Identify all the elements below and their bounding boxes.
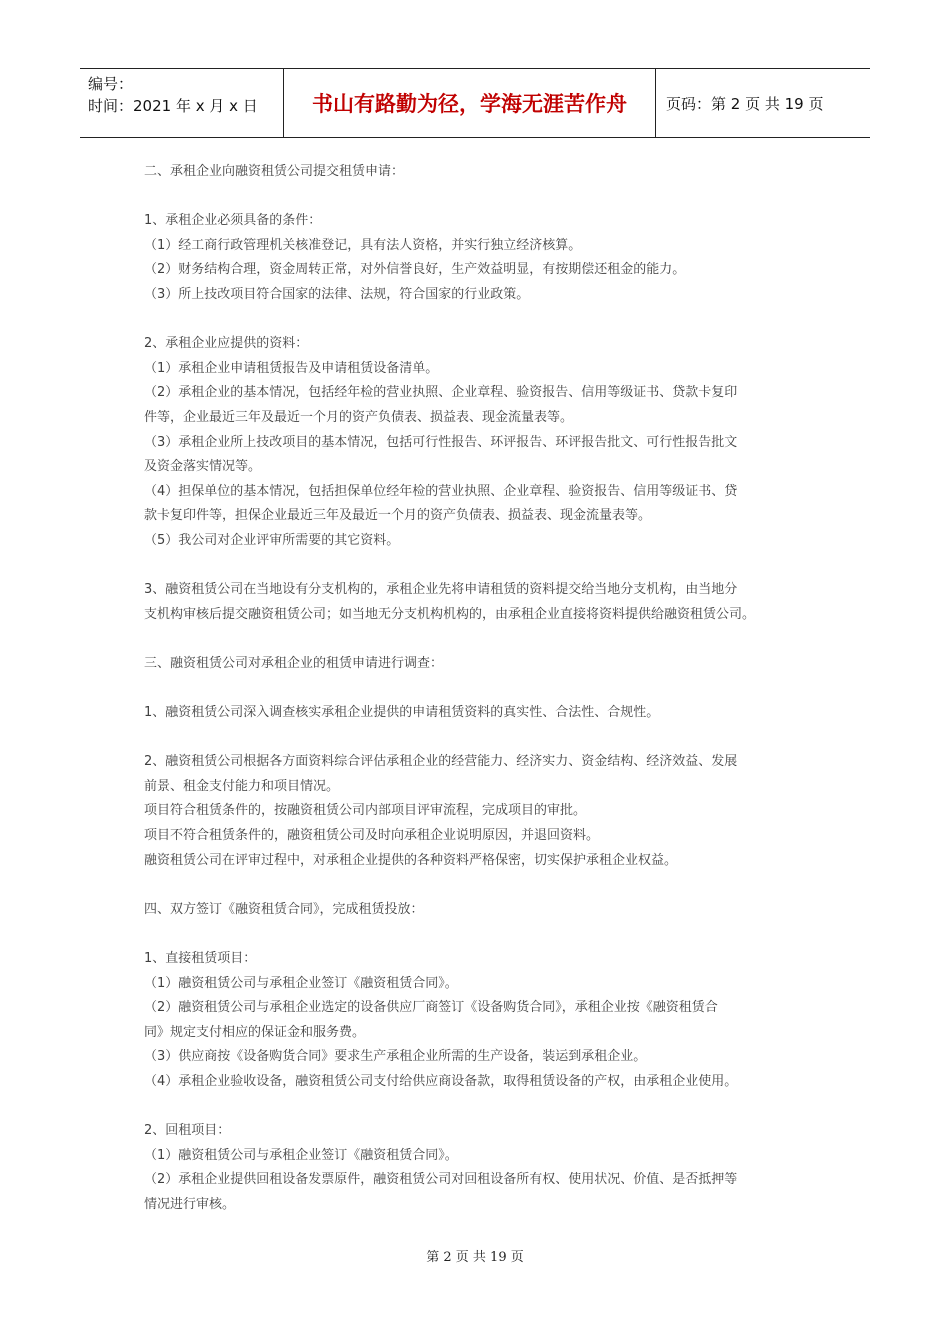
paragraph-line: 情况进行审核。 (144, 1196, 236, 1212)
paragraph-line: 件等，企业最近三年及最近一个月的资产负债表、损益表、现金流量表等。 (144, 409, 574, 425)
paragraph-line: 项目符合租赁条件的，按融资租赁公司内部项目评审流程，完成项目的审批。 (144, 803, 587, 819)
paragraph-line: 同》规定支付相应的保证金和服务费。 (144, 1024, 366, 1040)
header-motto: 书山有路勤为径，学海无涯苦作舟 (283, 69, 656, 137)
paragraph-line: （5）我公司对企业评审所需要的其它资料。 (144, 532, 400, 548)
date-label: 时间：2021 年 x 月 x 日 (88, 97, 258, 115)
paragraph-line: 款卡复印件等，担保企业最近三年及最近一个月的资产负债表、损益表、现金流量表等。 (144, 508, 652, 524)
subsection-heading: 2、回租项目： (144, 1123, 231, 1139)
subsection-heading: 1、承租企业必须具备的条件： (144, 213, 322, 229)
subsection-heading: 2、承租企业应提供的资料： (144, 336, 309, 352)
section-heading: 三、融资租赁公司对承租企业的租赁申请进行调查： (144, 655, 444, 671)
paragraph-line: （1）融资租赁公司与承租企业签订《融资租赁合同》。 (144, 1147, 458, 1163)
paragraph-line: 项目不符合租赁条件的，融资租赁公司及时向承租企业说明原因，并退回资料。 (144, 828, 600, 844)
header-meta (80, 69, 283, 137)
paragraph-line: （3）供应商按《设备购货合同》要求生产承租企业所需的生产设备，装运到承租企业。 (144, 1049, 647, 1065)
subsection-heading: 1、直接租赁项目： (144, 951, 257, 966)
paragraph-line: 支机构审核后提交融资租赁公司；如当地无分支机构机构的，由承租企业直接将资料提供给融资租赁公司。 (144, 606, 756, 622)
paragraph-line: 及资金落实情况等。 (144, 459, 262, 475)
paragraph-line: （4）承租企业验收设备，融资租赁公司支付给供应商设备款，取得租赁设备的产权，由承租企业使用。 (144, 1073, 738, 1089)
paragraph-line: （2）融资租赁公司与承租企业选定的设备供应厂商签订《设备购货合同》，承租企业按《融资租赁合 (144, 1000, 718, 1016)
page-footer: 第 2 页 共 19 页 (426, 1250, 524, 1265)
paragraph-line: （1）承租企业申请租赁报告及申请租赁设备清单。 (144, 360, 439, 376)
document-header (80, 68, 870, 138)
document-body (144, 160, 824, 1218)
paragraph-line: （1）融资租赁公司与承租企业签订《融资租赁合同》。 (144, 975, 458, 991)
paragraph-line: （3）承租企业所上技改项目的基本情况，包括可行性报告、环评报告、环评报告批文、可行性报告批文 (144, 434, 738, 450)
header-page-label: 页码：第 2 页 共 19 页 (666, 94, 824, 113)
paragraph-line: （2）财务结构合理，资金周转正常，对外信誉良好，生产效益明显，有按期偿还租金的能力。 (144, 262, 686, 278)
paragraph-line: （2）承租企业的基本情况，包括经年检的营业执照、企业章程、验资报告、信用等级证书、贷款卡复印 (144, 385, 738, 401)
number-label: 编号： (88, 75, 134, 93)
section-heading: 四、双方签订《融资租赁合同》，完成租赁投放： (144, 901, 424, 917)
paragraph-line: （1）经工商行政管理机关核准登记，具有法人资格，并实行独立经济核算。 (144, 237, 582, 253)
paragraph-line: 2、融资租赁公司根据各方面资料综合评估承租企业的经营能力、经济实力、资金结构、经济效益、发展 (144, 754, 738, 770)
paragraph-line: 融资租赁公司在评审过程中，对承租企业提供的各种资料严格保密，切实保护承租企业权益。 (144, 852, 678, 868)
paragraph-line: （4）担保单位的基本情况，包括担保单位经年检的营业执照、企业章程、验资报告、信用等级证书、贷 (144, 483, 738, 499)
paragraph-line: 前景、租金支付能力和项目情况。 (144, 778, 340, 794)
paragraph-line: （3）所上技改项目符合国家的法律、法规，符合国家的行业政策。 (144, 286, 530, 302)
paragraph-line: 1、融资租赁公司深入调查核实承租企业提供的申请租赁资料的真实性、合法性、合规性。 (144, 705, 660, 721)
paragraph-line: （2）承租企业提供回租设备发票原件，融资租赁公司对回租设备所有权、使用状况、价值、是否抵押等 (144, 1172, 738, 1188)
paragraph-line: 3、融资租赁公司在当地设有分支机构的，承租企业先将申请租赁的资料提交给当地分支机构，由当地分 (144, 582, 738, 598)
section-heading: 二、承租企业向融资租赁公司提交租赁申请： (144, 164, 405, 179)
